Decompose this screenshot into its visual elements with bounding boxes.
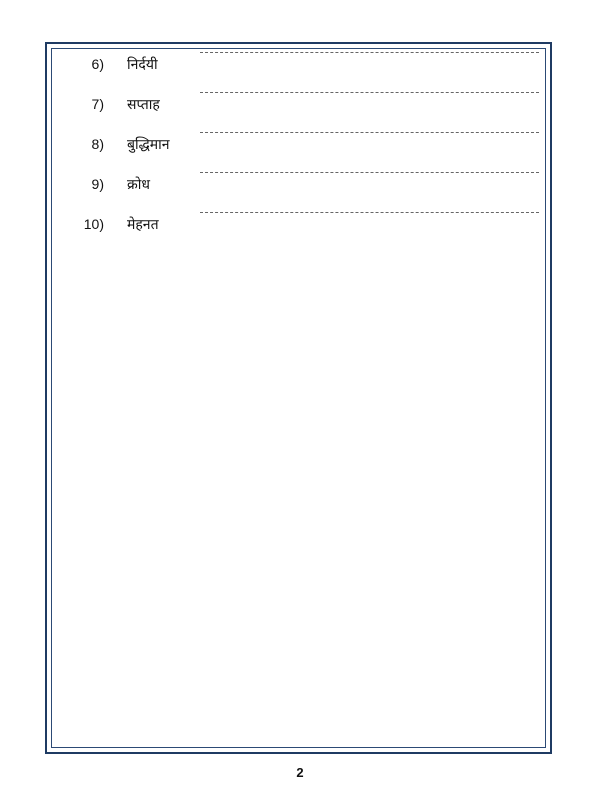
exercise-item	[0, 132, 600, 156]
item-word: क्रोध	[127, 177, 150, 193]
item-number: 9)	[91, 176, 104, 192]
answer-line[interactable]	[200, 92, 539, 93]
page-number: 2	[296, 765, 304, 780]
answer-line[interactable]	[200, 172, 539, 173]
exercise-item	[0, 172, 600, 196]
answer-line[interactable]	[200, 52, 539, 53]
item-number: 10)	[83, 216, 104, 232]
exercise-item	[0, 92, 600, 116]
exercise-item	[0, 212, 600, 236]
item-number: 8)	[91, 136, 104, 152]
item-word: बुद्धिमान	[127, 137, 170, 153]
answer-line[interactable]	[200, 132, 539, 133]
item-word: निर्दयी	[127, 57, 158, 73]
item-word: सप्ताह	[127, 97, 160, 113]
item-word: मेहनत	[127, 217, 159, 233]
exercise-item	[0, 52, 600, 76]
item-number: 7)	[91, 96, 104, 112]
answer-line[interactable]	[200, 212, 539, 213]
item-number: 6)	[91, 56, 104, 72]
